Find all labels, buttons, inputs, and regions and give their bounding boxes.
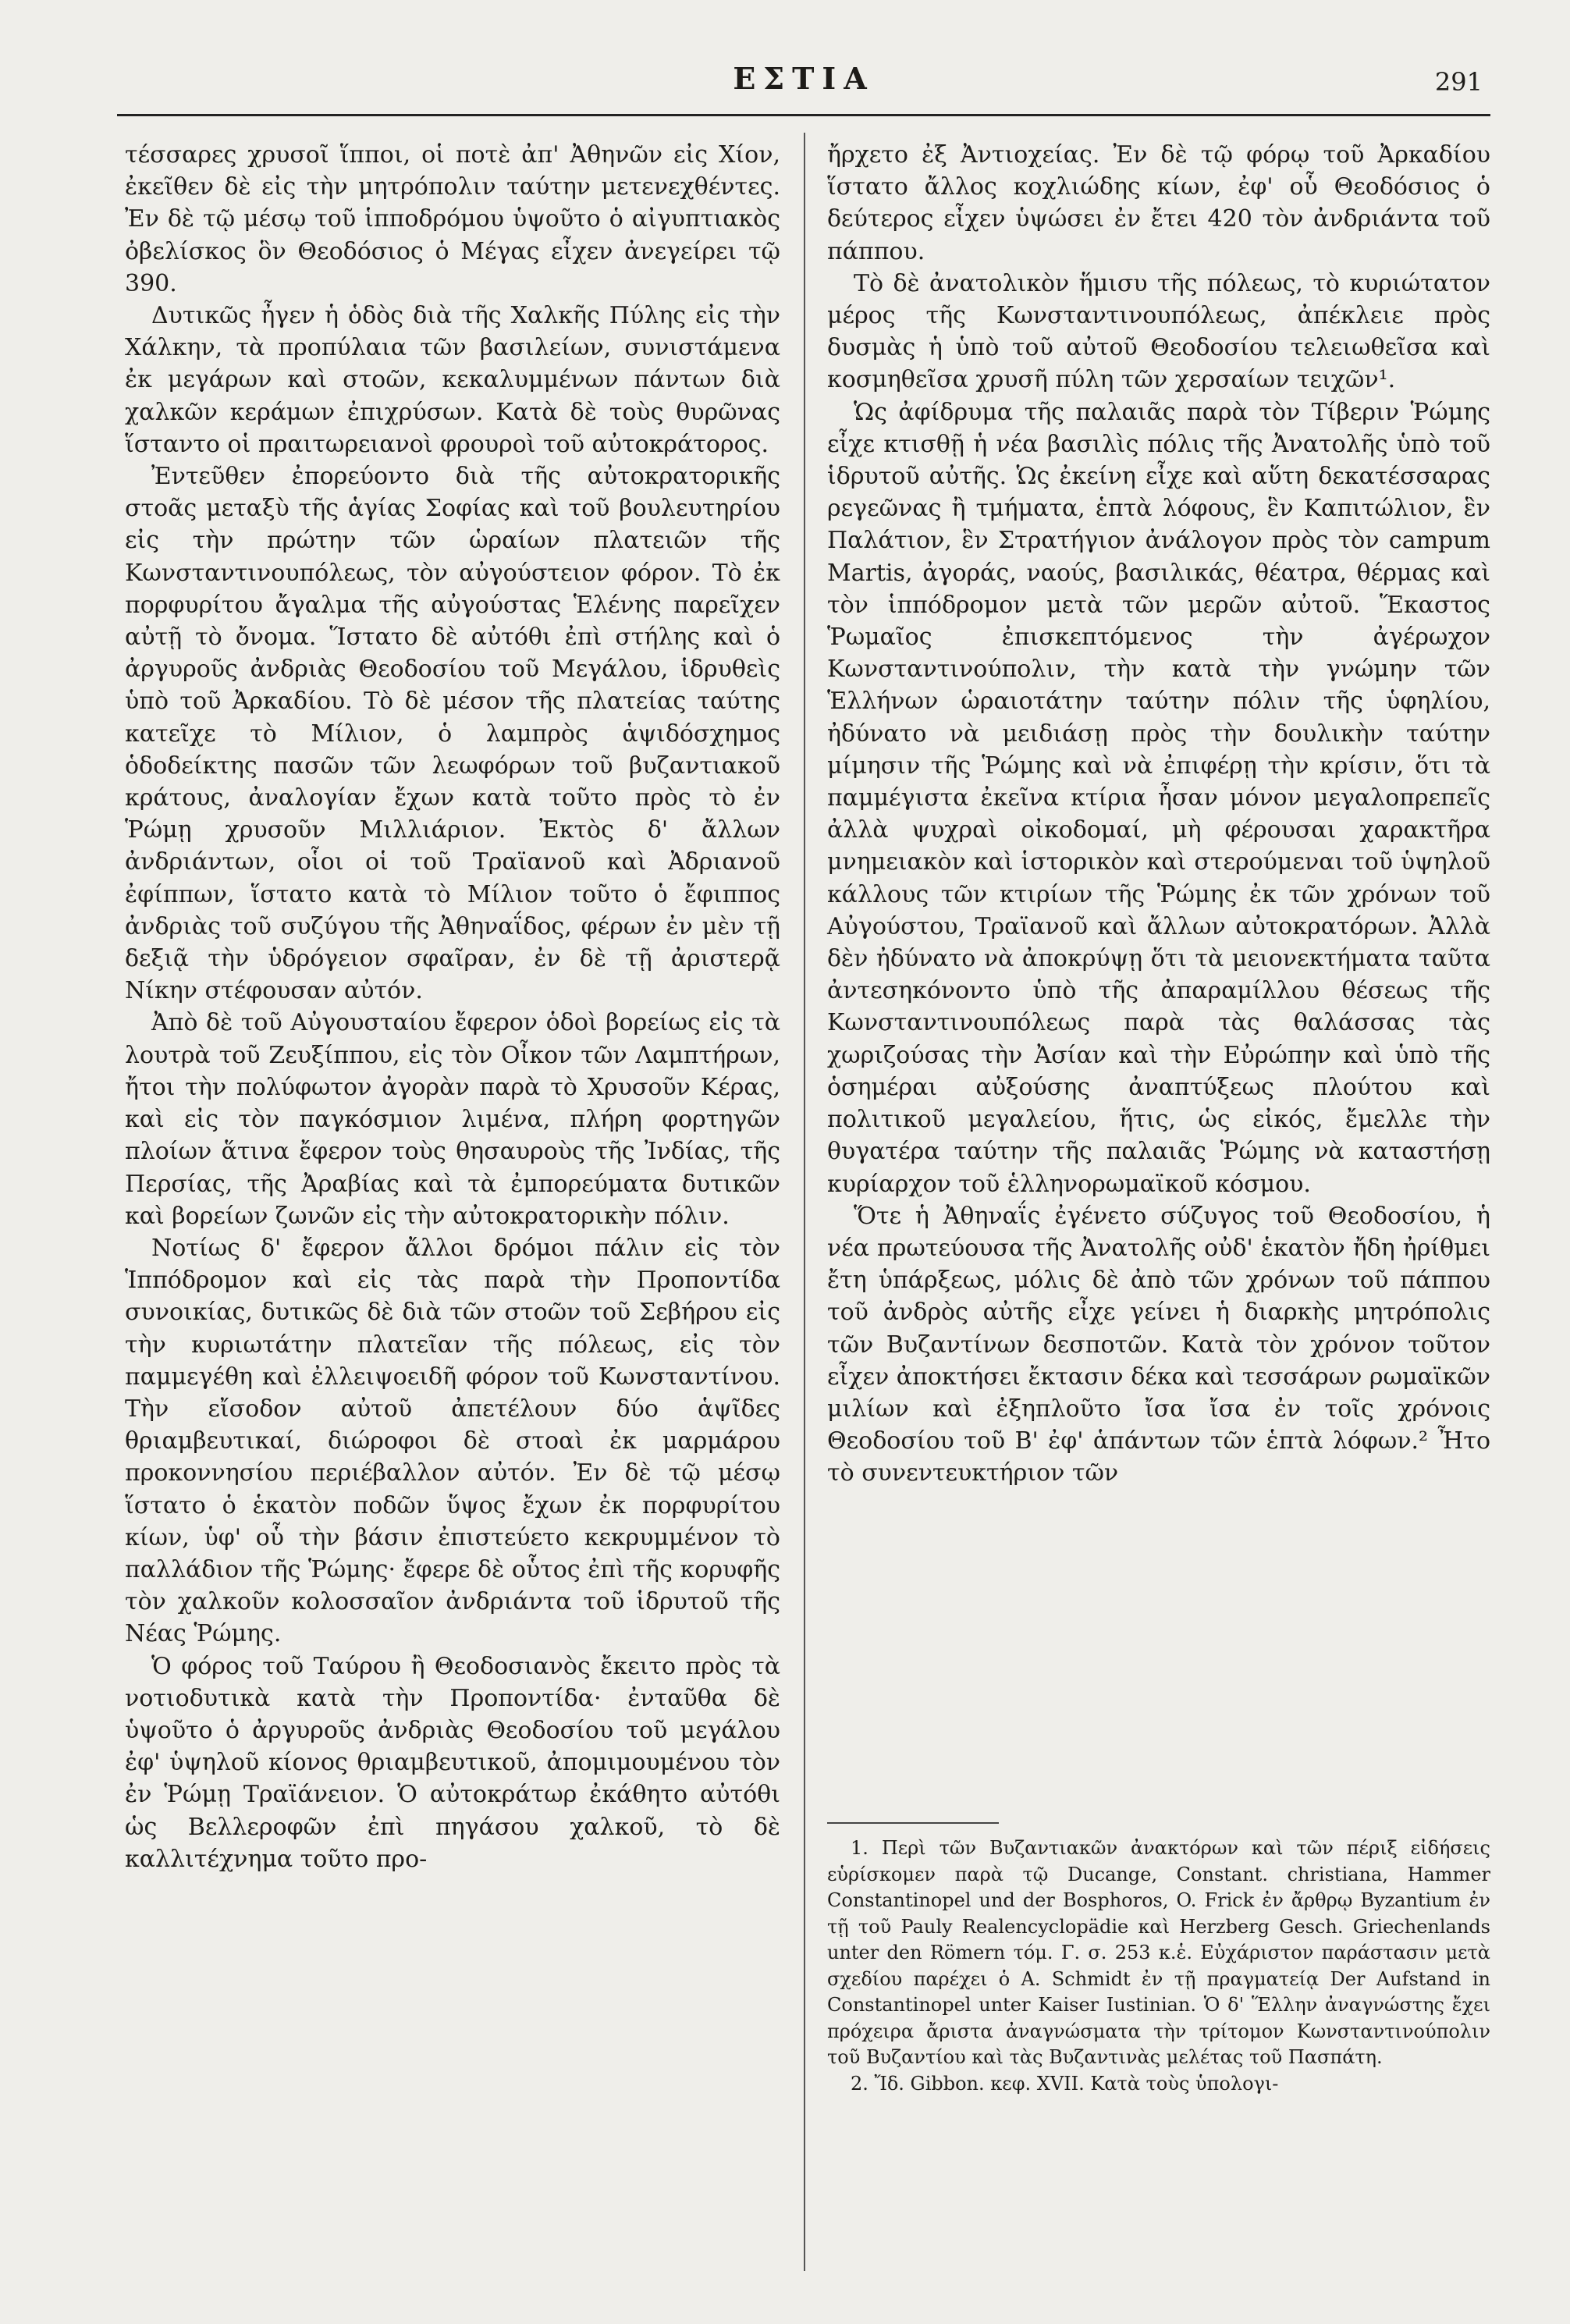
journal-title: ΕΣΤΙΑ <box>733 61 875 96</box>
paragraph: Ὡς ἀφίδρυμα τῆς παλαιᾶς παρὰ τὸν Τίβεριν Ῥώμης εἶχε κτισθῇ ἡ νέα βασιλὶς πόλις τῆς Ἀνατολῆς ὑπὸ τοῦ ἱδρυτοῦ αὐτῆς. Ὡς ἐκείνη εἶχε καὶ αὕτη δεκατέσσαρας ρεγεῶνας ἢ τμήματα, ἑπτὰ λόφους, ἓν Καπιτώλιον, ἓν Παλάτιον, ἓν Στρατήγιον ἀνάλογον πρὸς τὸν campum Martis, ἀγοράς, ναούς, βασιλικάς, θέατρα, θέρμας καὶ τὸν ἱππόδρομον μετὰ τῶν μερῶν αὐτοῦ. Ἕκαστος Ῥωμαῖος ἐπισκεπτόμενος τὴν ἀγέρωχον Κωνσταντινούπολιν, τὴν κατὰ τὴν γνώμην τῶν Ἑλλήνων ὡραιοτάτην ταύτην πόλιν τῆς ὑφηλίου, ἠδύνατο νὰ μειδιάσῃ πρὸς τὴν δουλικὴν ταύτην μίμησιν τῆς Ῥώμης καὶ νὰ ἐπιφέρῃ τὴν κρίσιν, ὅτι τὰ παμμέγιστα ἐκεῖνα κτίρια ἦσαν μόνον μεγαλοπρεπεῖς ἀλλὰ ψυχραὶ οἰκοδομαί, μὴ φέρουσαι χαρακτῆρα μνημειακὸν καὶ ἱστορικὸν καὶ στερούμεναι τοῦ ὑψηλοῦ κάλλους τῶν κτιρίων τῆς Ῥώμης ἐκ τῶν χρόνων τοῦ Αὐγούστου, Τραϊανοῦ καὶ ἄλλων αὐτοκρατόρων. Ἀλλὰ δὲν ἠδύνατο νὰ ἀποκρύψῃ ὅτι τὰ μειονεκτήματα ταῦτα ἀντεσηκόνοντο ὑπὸ τῆς ἀπαραμίλλου θέσεως τῆς Κωνσταντινουπόλεως παρὰ τὰς θαλάσσας τὰς χωριζούσας τὴν Ἀσίαν καὶ τὴν Εὐρώπην καὶ ὑπὸ τῆς ὁσημέραι αὐξούσης ἀναπτύξεως πλούτου καὶ πολιτικοῦ μεγαλείου, ἥτις, ὡς εἰκός, ἔμελλε τὴν θυγατέρα ταύτην τῆς παλαιᾶς Ῥώμης νὰ καταστήσῃ κυρίαρχον τοῦ ἑλληνορωμαϊκοῦ κόσμου. <box>827 398 1490 1198</box>
right-column <box>827 139 1490 1490</box>
paragraph: Ἐντεῦθεν ἐπορεύοντο διὰ τῆς αὐτοκρατορικῆς στοᾶς μεταξὺ τῆς ἁγίας Σοφίας καὶ τοῦ βουλευτηρίου εἰς τὴν πρώτην τῶν ὡραίων πλατειῶν τῆς Κωνσταντινουπόλεως, τὸν αὐγούστειον φόρον. Τὸ ἐκ πορφυρίτου ἄγαλμα τῆς αὐγούστας Ἑλένης παρεῖχεν αὐτῇ τὸ ὄνομα. Ἵστατο δὲ αὐτόθι ἐπὶ στήλης καὶ ὁ ἀργυροῦς ἀνδριὰς Θεοδοσίου τοῦ Μεγάλου, ἱδρυθεὶς ὑπὸ τοῦ Ἀρκαδίου. Τὸ δὲ μέσον τῆς πλατείας ταύτης κατεῖχε τὸ Μίλιον, ὁ λαμπρὸς ἁψιδόσχημος ὁδοδείκτης πασῶν τῶν λεωφόρων τοῦ βυζαντιακοῦ κράτους, ἀναλογίαν ἔχων κατὰ τοῦτο πρὸς τὸ ἐν Ῥώμῃ χρυσοῦν Μιλλιάριον. Ἐκτὸς δ' ἄλλων ἀνδριάντων, οἷοι οἱ τοῦ Τραϊανοῦ καὶ Ἀδριανοῦ ἐφίππων, ἵστατο κατὰ τὸ Μίλιον τοῦτο ὁ ἔφιππος ἀνδριὰς τοῦ συζύγου τῆς Ἀθηναΐδος, φέρων ἐν μὲν τῇ δεξιᾷ τὴν ὑδρόγειον σφαῖραν, ἐν δὲ τῇ ἀριστερᾷ Νίκην στέφουσαν αὐτόν. <box>125 463 780 1005</box>
paragraph: ἤρχετο ἐξ Ἀντιοχείας. Ἐν δὲ τῷ φόρῳ τοῦ Ἀρκαδίου ἵστατο ἄλλος κοχλιώδης κίων, ἐφ' οὗ Θεοδόσιος ὁ δεύτερος εἶχεν ὑψώσει ἐν ἔτει 420 τὸν ἀνδριάντα τοῦ πάππου. <box>827 141 1490 265</box>
left-column <box>125 139 780 1875</box>
column-divider <box>804 133 805 2271</box>
paragraph: Ὁ φόρος τοῦ Ταύρου ἢ Θεοδοσιανὸς ἔκειτο πρὸς τὰ νοτιοδυτικὰ κατὰ τὴν Προποντίδα· ἐνταῦθα δὲ ὑψοῦτο ὁ ἀργυροῦς ἀνδριὰς Θεοδοσίου τοῦ μεγάλου ἐφ' ὑψηλοῦ κίονος θριαμβευτικοῦ, ἀπομιμουμένου τὸν ἐν Ῥώμῃ Τραϊάνειον. Ὁ αὐτοκράτωρ ἐκάθητο αὐτόθι ὡς Βελλεροφῶν ἐπὶ πηγάσου χαλκοῦ, τὸ δὲ καλλιτέχνημα τοῦτο προ- <box>125 1652 780 1873</box>
page-header <box>117 61 1490 108</box>
paragraph: Ὅτε ἡ Ἀθηναΐς ἐγένετο σύζυγος τοῦ Θεοδοσίου, ἡ νέα πρωτεύουσα τῆς Ἀνατολῆς οὐδ' ἑκατὸν ἤδη ἠρίθμει ἔτη ὑπάρξεως, μόλις δὲ ἀπὸ τῶν χρόνων τοῦ πάππου τοῦ ἀνδρὸς αὐτῆς εἶχε γείνει ἡ διαρκὴς μητρόπολις τῶν Βυζαντίνων δεσποτῶν. Κατὰ τὸν χρόνον τοῦτον εἶχεν ἀποκτήσει ἔκτασιν δέκα καὶ τεσσάρων ρωμαϊκῶν μιλίων καὶ ἐξηπλοῦτο ἴσα ἴσα ἐν τοῖς χρόνοις Θεοδοσίου τοῦ Β' ἐφ' ἁπάντων τῶν ἑπτὰ λόφων.² Ἦτο τὸ συνεντευκτήριον τῶν <box>827 1202 1490 1487</box>
footnote: 2. Ἴδ. Gibbon. κεφ. XVII. Κατὰ τοὺς ὑπολογι- <box>851 2072 1279 2095</box>
page-number: 291 <box>1434 67 1483 97</box>
paragraph: Νοτίως δ' ἔφερον ἄλλοι δρόμοι πάλιν εἰς τὸν Ἱππόδρομον καὶ εἰς τὰς παρὰ τὴν Προποντίδα συνοικίας, δυτικῶς δὲ διὰ τῶν στοῶν τοῦ Σεβήρου εἰς τὴν κυριωτάτην πλατεῖαν τῆς πόλεως, εἰς τὸν παμμεγέθη καὶ ἐλλειψοειδῆ φόρον τοῦ Κωνσταντίνου. Τὴν εἴσοδον αὐτοῦ ἀπετέλουν δύο ἁψῖδες θριαμβευτικαί, διώροφοι δὲ στοαὶ ἐκ μαρμάρου προκοννησίου περιέβαλλον αὐτόν. Ἐν δὲ τῷ μέσῳ ἵστατο ὁ ἑκατὸν ποδῶν ὕψος ἔχων ἐκ πορφυρίτου κίων, ὑφ' οὗ τὴν βάσιν ἐπιστεύετο κεκρυμμένον τὸ παλλάδιον τῆς Ῥώμης· ἔφερε δὲ οὗτος ἐπὶ τῆς κορυφῆς τὸν χαλκοῦν κολοσσαῖον ἀνδριάντα τοῦ ἱδρυτοῦ τῆς Νέας Ῥώμης. <box>125 1234 780 1648</box>
paragraph: Δυτικῶς ἦγεν ἡ ὁδὸς διὰ τῆς Χαλκῆς Πύλης εἰς τὴν Χάλκην, τὰ προπύλαια τῶν βασιλείων, συνιστάμενα ἐκ μεγάρων καὶ στοῶν, κεκαλυμμένων πάντων διὰ χαλκῶν κεράμων ἐπιχρύσων. Κατὰ δὲ τοὺς θυρῶνας ἵσταντο οἱ πραιτωρειανοὶ φρουροὶ τοῦ αὐτοκράτορος. <box>125 302 780 458</box>
header-rule <box>117 114 1490 116</box>
footnotes <box>827 1835 1490 2097</box>
footnote: 1. Περὶ τῶν Βυζαντιακῶν ἀνακτόρων καὶ τῶν πέριξ εἰδήσεις εὑρίσκομεν παρὰ τῷ Ducange, Constant. christiana, Hammer Constantinopel und der Bosphoros, O. Frick ἐν ἄρθρῳ Byzantium ἐν τῇ τοῦ Pauly Realencyclopädie καὶ Herzberg Gesch. Griechenlands unter den Römern τόμ. Γ. σ. 253 κ.ἑ. Εὐχάριστον παράστασιν μετὰ σχεδίου παρέχει ὁ A. Schmidt ἐν τῇ πραγματείᾳ Der Aufstand in Constantinopel unter Kaiser Iustinian. Ὁ δ' Ἕλλην ἀναγνώστης ἔχει πρόχειρα ἄριστα ἀναγνώσματα τὴν τρίτομον Κωνσταντινούπολιν τοῦ Βυζαντίου καὶ τὰς Βυζαντινὰς μελέτας τοῦ Πασπάτη. <box>827 1837 1490 2068</box>
paragraph: Ἀπὸ δὲ τοῦ Αὐγουσταίου ἔφερον ὁδοὶ βορείως εἰς τὰ λουτρὰ τοῦ Ζευξίππου, εἰς τὸν Οἶκον τῶν Λαμπτήρων, ἤτοι τὴν πολύφωτον ἀγορὰν παρὰ τὸ Χρυσοῦν Κέρας, καὶ εἰς τὸν παγκόσμιον λιμένα, πλήρη φορτηγῶν πλοίων ἅτινα ἔφερον τοὺς θησαυροὺς τῆς Ἰνδίας, τῆς Περσίας, τῆς Ἀραβίας καὶ τὰ ἐμπορεύματα δυτικῶν καὶ βορείων ζωνῶν εἰς τὴν αὐτοκρατορικὴν πόλιν. <box>125 1009 780 1230</box>
paragraph: Τὸ δὲ ἀνατολικὸν ἥμισυ τῆς πόλεως, τὸ κυριώτατον μέρος τῆς Κωνσταντινουπόλεως, ἀπέκλειε πρὸς δυσμὰς ἡ ὑπὸ τοῦ αὐτοῦ Θεοδοσίου τελειωθεῖσα καὶ κοσμηθεῖσα χρυσῆ πύλη τῶν χερσαίων τειχῶν¹. <box>827 269 1490 394</box>
paragraph: τέσσαρες χρυσοῖ ἵπποι, οἱ ποτὲ ἀπ' Ἀθηνῶν εἰς Χίον, ἐκεῖθεν δὲ εἰς τὴν μητρόπολιν ταύτην μετενεχθέντες. Ἐν δὲ τῷ μέσῳ τοῦ ἱπποδρόμου ὑψοῦτο ὁ αἰγυπτιακὸς ὀβελίσκος ὃν Θεοδόσιος ὁ Μέγας εἶχεν ἀνεγείρει τῷ 390. <box>125 141 780 297</box>
footnotes-rule <box>827 1822 999 1824</box>
